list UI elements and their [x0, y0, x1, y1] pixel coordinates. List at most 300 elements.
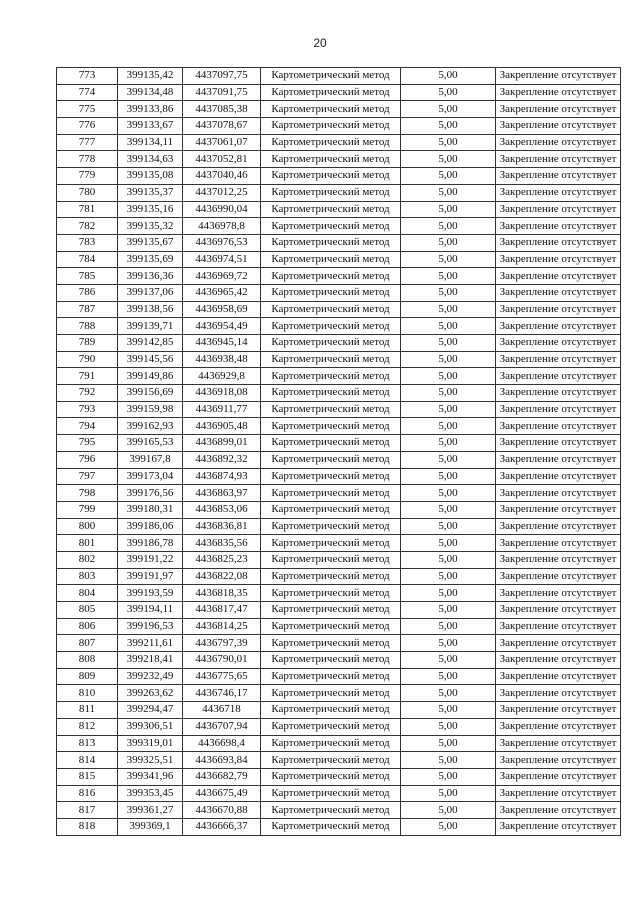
table-row: [57, 301, 621, 318]
y-coordinate-cell: 4436978,8: [183, 218, 261, 235]
fixing-description-cell: Закрепление отсутствует: [496, 652, 621, 669]
fixing-description-cell: Закрепление отсутствует: [496, 735, 621, 752]
fixing-description-cell: Закрепление отсутствует: [496, 451, 621, 468]
point-number-cell: 799: [57, 501, 118, 518]
method-cell: Картометрический метод: [261, 318, 401, 335]
accuracy-cell: 5,00: [401, 418, 496, 435]
x-coordinate-cell: 399176,56: [118, 485, 183, 502]
point-number-cell: 774: [57, 84, 118, 101]
table-row: [57, 418, 621, 435]
point-number-cell: 785: [57, 268, 118, 285]
fixing-description-cell: Закрепление отсутствует: [496, 802, 621, 819]
accuracy-cell: 5,00: [401, 84, 496, 101]
method-cell: Картометрический метод: [261, 718, 401, 735]
fixing-description-cell: Закрепление отсутствует: [496, 118, 621, 135]
y-coordinate-cell: 4437078,67: [183, 118, 261, 135]
accuracy-cell: 5,00: [401, 218, 496, 235]
fixing-description-cell: Закрепление отсутствует: [496, 768, 621, 785]
table-row: [57, 401, 621, 418]
fixing-description-cell: Закрепление отсутствует: [496, 718, 621, 735]
x-coordinate-cell: 399135,69: [118, 251, 183, 268]
coordinates-table: [56, 67, 621, 836]
method-cell: Картометрический метод: [261, 752, 401, 769]
y-coordinate-cell: 4436707,94: [183, 718, 261, 735]
fixing-description-cell: Закрепление отсутствует: [496, 435, 621, 452]
point-number-cell: 791: [57, 368, 118, 385]
accuracy-cell: 5,00: [401, 501, 496, 518]
fixing-description-cell: Закрепление отсутствует: [496, 368, 621, 385]
fixing-description-cell: Закрепление отсутствует: [496, 335, 621, 352]
fixing-description-cell: Закрепление отсутствует: [496, 251, 621, 268]
point-number-cell: 786: [57, 284, 118, 301]
x-coordinate-cell: 399135,32: [118, 218, 183, 235]
table-row: [57, 284, 621, 301]
x-coordinate-cell: 399159,98: [118, 401, 183, 418]
x-coordinate-cell: 399263,62: [118, 685, 183, 702]
method-cell: Картометрический метод: [261, 451, 401, 468]
y-coordinate-cell: 4436817,47: [183, 602, 261, 619]
method-cell: Картометрический метод: [261, 134, 401, 151]
table-row: [57, 818, 621, 835]
y-coordinate-cell: 4436825,23: [183, 551, 261, 568]
fixing-description-cell: Закрепление отсутствует: [496, 568, 621, 585]
method-cell: Картометрический метод: [261, 635, 401, 652]
y-coordinate-cell: 4436853,06: [183, 501, 261, 518]
table-row: [57, 151, 621, 168]
accuracy-cell: 5,00: [401, 602, 496, 619]
method-cell: Картометрический метод: [261, 802, 401, 819]
table-row: [57, 551, 621, 568]
table-row: [57, 652, 621, 669]
table-row: [57, 568, 621, 585]
accuracy-cell: 5,00: [401, 435, 496, 452]
table-row: [57, 602, 621, 619]
accuracy-cell: 5,00: [401, 335, 496, 352]
point-number-cell: 810: [57, 685, 118, 702]
table-row: [57, 201, 621, 218]
x-coordinate-cell: 399136,36: [118, 268, 183, 285]
x-coordinate-cell: 399196,53: [118, 618, 183, 635]
x-coordinate-cell: 399149,86: [118, 368, 183, 385]
y-coordinate-cell: 4437061,07: [183, 134, 261, 151]
table-row: [57, 251, 621, 268]
accuracy-cell: 5,00: [401, 585, 496, 602]
y-coordinate-cell: 4436892,32: [183, 451, 261, 468]
fixing-description-cell: Закрепление отсутствует: [496, 518, 621, 535]
point-number-cell: 797: [57, 468, 118, 485]
y-coordinate-cell: 4436965,42: [183, 284, 261, 301]
x-coordinate-cell: 399135,67: [118, 234, 183, 251]
fixing-description-cell: Закрепление отсутствует: [496, 702, 621, 719]
method-cell: Картометрический метод: [261, 585, 401, 602]
y-coordinate-cell: 4437012,25: [183, 184, 261, 201]
fixing-description-cell: Закрепление отсутствует: [496, 752, 621, 769]
y-coordinate-cell: 4436874,93: [183, 468, 261, 485]
point-number-cell: 779: [57, 168, 118, 185]
method-cell: Картометрический метод: [261, 568, 401, 585]
method-cell: Картометрический метод: [261, 418, 401, 435]
table-row: [57, 101, 621, 118]
fixing-description-cell: Закрепление отсутствует: [496, 635, 621, 652]
x-coordinate-cell: 399137,06: [118, 284, 183, 301]
table-row: [57, 718, 621, 735]
x-coordinate-cell: 399167,8: [118, 451, 183, 468]
y-coordinate-cell: 4436899,01: [183, 435, 261, 452]
point-number-cell: 775: [57, 101, 118, 118]
x-coordinate-cell: 399361,27: [118, 802, 183, 819]
accuracy-cell: 5,00: [401, 168, 496, 185]
table-row: [57, 785, 621, 802]
point-number-cell: 792: [57, 385, 118, 402]
method-cell: Картометрический метод: [261, 685, 401, 702]
accuracy-cell: 5,00: [401, 752, 496, 769]
accuracy-cell: 5,00: [401, 401, 496, 418]
table-row: [57, 668, 621, 685]
fixing-description-cell: Закрепление отсутствует: [496, 401, 621, 418]
table-row: [57, 451, 621, 468]
accuracy-cell: 5,00: [401, 535, 496, 552]
table-row: [57, 485, 621, 502]
point-number-cell: 809: [57, 668, 118, 685]
y-coordinate-cell: 4436797,39: [183, 635, 261, 652]
x-coordinate-cell: 399218,41: [118, 652, 183, 669]
fixing-description-cell: Закрепление отсутствует: [496, 551, 621, 568]
y-coordinate-cell: 4436863,97: [183, 485, 261, 502]
y-coordinate-cell: 4436976,53: [183, 234, 261, 251]
x-coordinate-cell: 399173,04: [118, 468, 183, 485]
point-number-cell: 780: [57, 184, 118, 201]
method-cell: Картометрический метод: [261, 118, 401, 135]
point-number-cell: 815: [57, 768, 118, 785]
y-coordinate-cell: 4437097,75: [183, 68, 261, 85]
y-coordinate-cell: 4436814,25: [183, 618, 261, 635]
accuracy-cell: 5,00: [401, 201, 496, 218]
method-cell: Картометрический метод: [261, 368, 401, 385]
page-number: 20: [313, 36, 327, 50]
method-cell: Картометрический метод: [261, 218, 401, 235]
y-coordinate-cell: 4436835,56: [183, 535, 261, 552]
table-row: [57, 184, 621, 201]
table-row: [57, 84, 621, 101]
accuracy-cell: 5,00: [401, 685, 496, 702]
fixing-description-cell: Закрепление отсутствует: [496, 84, 621, 101]
fixing-description-cell: Закрепление отсутствует: [496, 485, 621, 502]
fixing-description-cell: Закрепление отсутствует: [496, 318, 621, 335]
method-cell: Картометрический метод: [261, 184, 401, 201]
fixing-description-cell: Закрепление отсутствует: [496, 201, 621, 218]
y-coordinate-cell: 4436911,77: [183, 401, 261, 418]
y-coordinate-cell: 4436790,01: [183, 652, 261, 669]
x-coordinate-cell: 399194,11: [118, 602, 183, 619]
y-coordinate-cell: 4436954,49: [183, 318, 261, 335]
x-coordinate-cell: 399135,08: [118, 168, 183, 185]
method-cell: Картометрический метод: [261, 101, 401, 118]
accuracy-cell: 5,00: [401, 702, 496, 719]
point-number-cell: 782: [57, 218, 118, 235]
point-number-cell: 788: [57, 318, 118, 335]
accuracy-cell: 5,00: [401, 184, 496, 201]
accuracy-cell: 5,00: [401, 251, 496, 268]
method-cell: Картометрический метод: [261, 435, 401, 452]
point-number-cell: 808: [57, 652, 118, 669]
point-number-cell: 796: [57, 451, 118, 468]
fixing-description-cell: Закрепление отсутствует: [496, 301, 621, 318]
accuracy-cell: 5,00: [401, 818, 496, 835]
accuracy-cell: 5,00: [401, 101, 496, 118]
x-coordinate-cell: 399369,1: [118, 818, 183, 835]
point-number-cell: 803: [57, 568, 118, 585]
method-cell: Картометрический метод: [261, 251, 401, 268]
point-number-cell: 812: [57, 718, 118, 735]
point-number-cell: 811: [57, 702, 118, 719]
x-coordinate-cell: 399139,71: [118, 318, 183, 335]
method-cell: Картометрический метод: [261, 151, 401, 168]
point-number-cell: 804: [57, 585, 118, 602]
point-number-cell: 794: [57, 418, 118, 435]
table-row: [57, 134, 621, 151]
table-row: [57, 702, 621, 719]
y-coordinate-cell: 4436958,69: [183, 301, 261, 318]
fixing-description-cell: Закрепление отсутствует: [496, 151, 621, 168]
y-coordinate-cell: 4436974,51: [183, 251, 261, 268]
y-coordinate-cell: 4436822,08: [183, 568, 261, 585]
y-coordinate-cell: 4436698,4: [183, 735, 261, 752]
x-coordinate-cell: 399294,47: [118, 702, 183, 719]
x-coordinate-cell: 399341,96: [118, 768, 183, 785]
x-coordinate-cell: 399134,48: [118, 84, 183, 101]
accuracy-cell: 5,00: [401, 451, 496, 468]
method-cell: Картометрический метод: [261, 652, 401, 669]
method-cell: Картометрический метод: [261, 735, 401, 752]
x-coordinate-cell: 399191,22: [118, 551, 183, 568]
point-number-cell: 814: [57, 752, 118, 769]
y-coordinate-cell: 4436718: [183, 702, 261, 719]
method-cell: Картометрический метод: [261, 602, 401, 619]
fixing-description-cell: Закрепление отсутствует: [496, 785, 621, 802]
method-cell: Картометрический метод: [261, 268, 401, 285]
fixing-description-cell: Закрепление отсутствует: [496, 385, 621, 402]
x-coordinate-cell: 399142,85: [118, 335, 183, 352]
fixing-description-cell: Закрепление отсутствует: [496, 668, 621, 685]
x-coordinate-cell: 399165,53: [118, 435, 183, 452]
table-row: [57, 802, 621, 819]
x-coordinate-cell: 399191,97: [118, 568, 183, 585]
fixing-description-cell: Закрепление отсутствует: [496, 101, 621, 118]
accuracy-cell: 5,00: [401, 68, 496, 85]
accuracy-cell: 5,00: [401, 802, 496, 819]
accuracy-cell: 5,00: [401, 768, 496, 785]
x-coordinate-cell: 399319,01: [118, 735, 183, 752]
table-row: [57, 501, 621, 518]
x-coordinate-cell: 399135,16: [118, 201, 183, 218]
accuracy-cell: 5,00: [401, 635, 496, 652]
table-row: [57, 368, 621, 385]
x-coordinate-cell: 399134,63: [118, 151, 183, 168]
point-number-cell: 795: [57, 435, 118, 452]
method-cell: Картометрический метод: [261, 518, 401, 535]
y-coordinate-cell: 4436682,79: [183, 768, 261, 785]
point-number-cell: 807: [57, 635, 118, 652]
y-coordinate-cell: 4436693,84: [183, 752, 261, 769]
fixing-description-cell: Закрепление отсутствует: [496, 68, 621, 85]
method-cell: Картометрический метод: [261, 301, 401, 318]
method-cell: Картометрический метод: [261, 68, 401, 85]
accuracy-cell: 5,00: [401, 151, 496, 168]
fixing-description-cell: Закрепление отсутствует: [496, 501, 621, 518]
method-cell: Картометрический метод: [261, 768, 401, 785]
point-number-cell: 787: [57, 301, 118, 318]
accuracy-cell: 5,00: [401, 485, 496, 502]
x-coordinate-cell: 399145,56: [118, 351, 183, 368]
y-coordinate-cell: 4436945,14: [183, 335, 261, 352]
point-number-cell: 805: [57, 602, 118, 619]
method-cell: Картометрический метод: [261, 818, 401, 835]
point-number-cell: 773: [57, 68, 118, 85]
fixing-description-cell: Закрепление отсутствует: [496, 535, 621, 552]
accuracy-cell: 5,00: [401, 785, 496, 802]
table-row: [57, 351, 621, 368]
table-row: [57, 118, 621, 135]
method-cell: Картометрический метод: [261, 485, 401, 502]
table-row: [57, 518, 621, 535]
fixing-description-cell: Закрепление отсутствует: [496, 618, 621, 635]
table-row: [57, 468, 621, 485]
y-coordinate-cell: 4436666,37: [183, 818, 261, 835]
point-number-cell: 778: [57, 151, 118, 168]
point-number-cell: 777: [57, 134, 118, 151]
table-row: [57, 585, 621, 602]
accuracy-cell: 5,00: [401, 268, 496, 285]
point-number-cell: 813: [57, 735, 118, 752]
table-row: [57, 685, 621, 702]
point-number-cell: 800: [57, 518, 118, 535]
y-coordinate-cell: 4436675,49: [183, 785, 261, 802]
method-cell: Картометрический метод: [261, 702, 401, 719]
x-coordinate-cell: 399135,42: [118, 68, 183, 85]
y-coordinate-cell: 4436746,17: [183, 685, 261, 702]
point-number-cell: 798: [57, 485, 118, 502]
point-number-cell: 802: [57, 551, 118, 568]
y-coordinate-cell: 4436905,48: [183, 418, 261, 435]
method-cell: Картометрический метод: [261, 535, 401, 552]
x-coordinate-cell: 399162,93: [118, 418, 183, 435]
accuracy-cell: 5,00: [401, 518, 496, 535]
fixing-description-cell: Закрепление отсутствует: [496, 418, 621, 435]
y-coordinate-cell: 4436836,81: [183, 518, 261, 535]
point-number-cell: 806: [57, 618, 118, 635]
table-row: [57, 68, 621, 85]
x-coordinate-cell: 399133,86: [118, 101, 183, 118]
fixing-description-cell: Закрепление отсутствует: [496, 468, 621, 485]
table-row: [57, 318, 621, 335]
y-coordinate-cell: 4436818,35: [183, 585, 261, 602]
y-coordinate-cell: 4436670,88: [183, 802, 261, 819]
x-coordinate-cell: 399353,45: [118, 785, 183, 802]
table-row: [57, 752, 621, 769]
method-cell: Картометрический метод: [261, 351, 401, 368]
x-coordinate-cell: 399186,78: [118, 535, 183, 552]
y-coordinate-cell: 4436929,8: [183, 368, 261, 385]
point-number-cell: 818: [57, 818, 118, 835]
table-row: [57, 218, 621, 235]
y-coordinate-cell: 4436775,65: [183, 668, 261, 685]
method-cell: Картометрический метод: [261, 551, 401, 568]
x-coordinate-cell: 399306,51: [118, 718, 183, 735]
fixing-description-cell: Закрепление отсутствует: [496, 218, 621, 235]
x-coordinate-cell: 399180,31: [118, 501, 183, 518]
y-coordinate-cell: 4436918,08: [183, 385, 261, 402]
method-cell: Картометрический метод: [261, 335, 401, 352]
accuracy-cell: 5,00: [401, 318, 496, 335]
fixing-description-cell: Закрепление отсутствует: [496, 351, 621, 368]
coordinates-table-body: [57, 68, 621, 836]
point-number-cell: 776: [57, 118, 118, 135]
table-row: [57, 385, 621, 402]
fixing-description-cell: Закрепление отсутствует: [496, 818, 621, 835]
fixing-description-cell: Закрепление отсутствует: [496, 168, 621, 185]
x-coordinate-cell: 399133,67: [118, 118, 183, 135]
fixing-description-cell: Закрепление отсутствует: [496, 284, 621, 301]
y-coordinate-cell: 4436969,72: [183, 268, 261, 285]
point-number-cell: 793: [57, 401, 118, 418]
point-number-cell: 789: [57, 335, 118, 352]
y-coordinate-cell: 4437091,75: [183, 84, 261, 101]
accuracy-cell: 5,00: [401, 351, 496, 368]
x-coordinate-cell: 399156,69: [118, 385, 183, 402]
x-coordinate-cell: 399211,61: [118, 635, 183, 652]
x-coordinate-cell: 399193,59: [118, 585, 183, 602]
method-cell: Картометрический метод: [261, 468, 401, 485]
table-row: [57, 535, 621, 552]
table-row: [57, 268, 621, 285]
method-cell: Картометрический метод: [261, 168, 401, 185]
point-number-cell: 817: [57, 802, 118, 819]
fixing-description-cell: Закрепление отсутствует: [496, 268, 621, 285]
table-row: [57, 234, 621, 251]
method-cell: Картометрический метод: [261, 785, 401, 802]
y-coordinate-cell: 4437040,46: [183, 168, 261, 185]
fixing-description-cell: Закрепление отсутствует: [496, 234, 621, 251]
x-coordinate-cell: 399138,56: [118, 301, 183, 318]
method-cell: Картометрический метод: [261, 234, 401, 251]
x-coordinate-cell: 399134,11: [118, 134, 183, 151]
table-row: [57, 618, 621, 635]
y-coordinate-cell: 4437085,38: [183, 101, 261, 118]
y-coordinate-cell: 4436938,48: [183, 351, 261, 368]
accuracy-cell: 5,00: [401, 468, 496, 485]
fixing-description-cell: Закрепление отсутствует: [496, 585, 621, 602]
method-cell: Картометрический метод: [261, 201, 401, 218]
x-coordinate-cell: 399135,37: [118, 184, 183, 201]
fixing-description-cell: Закрепление отсутствует: [496, 134, 621, 151]
y-coordinate-cell: 4437052,81: [183, 151, 261, 168]
accuracy-cell: 5,00: [401, 234, 496, 251]
point-number-cell: 784: [57, 251, 118, 268]
point-number-cell: 790: [57, 351, 118, 368]
accuracy-cell: 5,00: [401, 551, 496, 568]
accuracy-cell: 5,00: [401, 718, 496, 735]
point-number-cell: 783: [57, 234, 118, 251]
accuracy-cell: 5,00: [401, 618, 496, 635]
accuracy-cell: 5,00: [401, 652, 496, 669]
method-cell: Картометрический метод: [261, 501, 401, 518]
method-cell: Картометрический метод: [261, 84, 401, 101]
accuracy-cell: 5,00: [401, 301, 496, 318]
accuracy-cell: 5,00: [401, 568, 496, 585]
method-cell: Картометрический метод: [261, 401, 401, 418]
accuracy-cell: 5,00: [401, 118, 496, 135]
fixing-description-cell: Закрепление отсутствует: [496, 685, 621, 702]
